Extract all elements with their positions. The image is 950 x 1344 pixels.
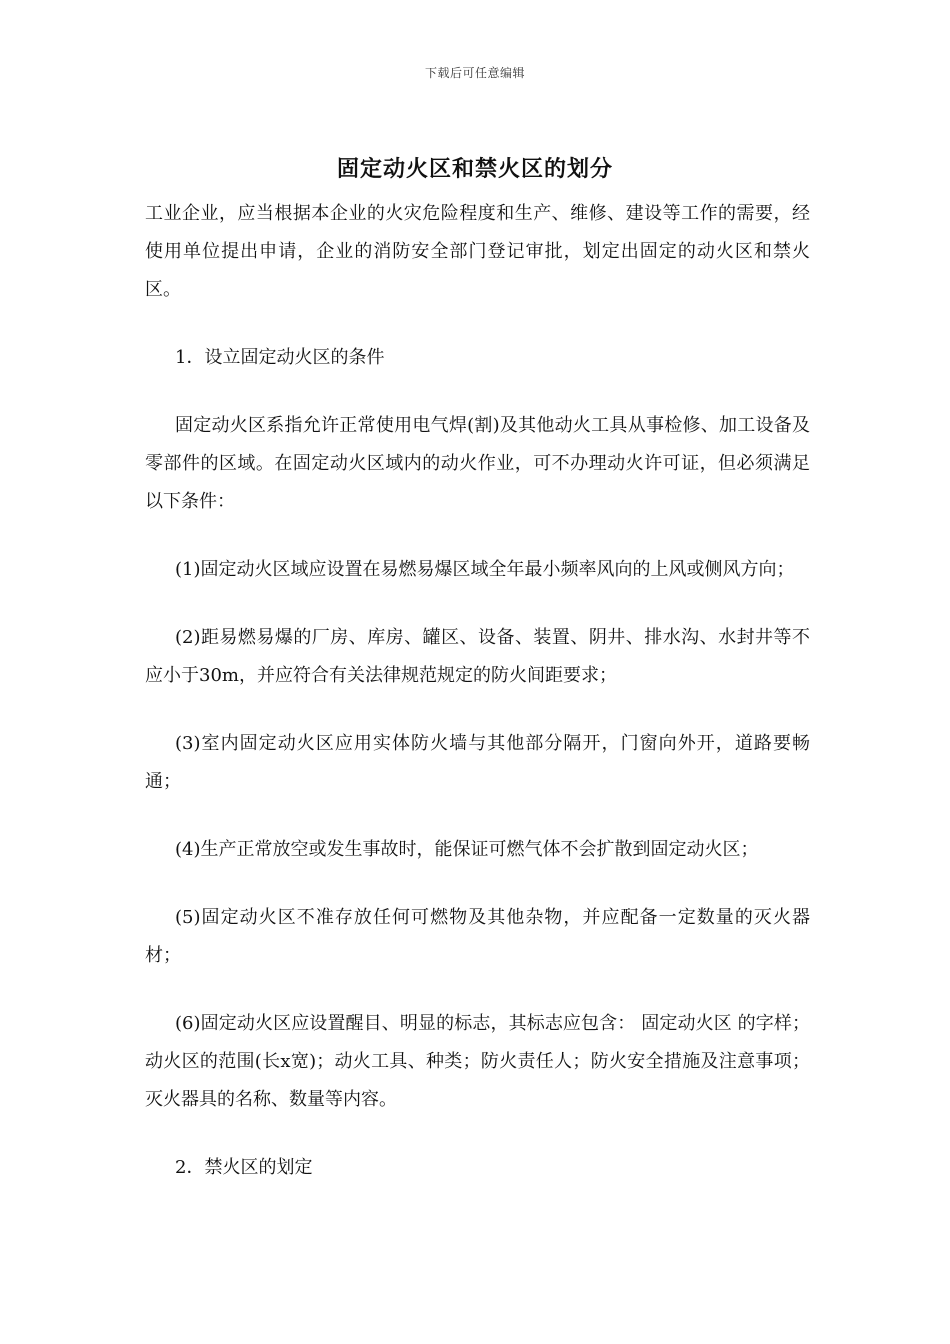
condition-item-3: (3)室内固定动火区应用实体防火墙与其他部分隔开，门窗向外开，道路要畅通； [145,733,810,792]
section-heading-1: 1．设立固定动火区的条件 [175,347,385,368]
condition-item-1: (1)固定动火区域应设置在易燃易爆区域全年最小频率风向的上风或侧风方向； [175,559,795,580]
condition-item-6: (6)固定动火区应设置醒目、明显的标志，其标志应包含： 固定动火区 的字样；动火区的范围(长x宽)；动火工具、种类；防火责任人；防火安全措施及注意事项；灭火器具的名称、数量等内容。 [145,1013,810,1110]
header-note: 下载后可任意编辑 [424,66,525,80]
definition-paragraph: 固定动火区系指允许正常使用电气焊(割)及其他动火工具从事检修、加工设备及零部件的区域。在固定动火区域内的动火作业，可不办理动火许可证，但必须满足以下条件： [145,415,810,512]
document-body [145,195,810,1187]
document-title: 固定动火区和禁火区的划分 [336,156,613,182]
condition-item-5: (5)固定动火区不准存放任何可燃物及其他杂物，并应配备一定数量的灭火器材； [145,907,810,966]
condition-item-2: (2)距易燃易爆的厂房、库房、罐区、设备、装置、阴井、排水沟、水封井等不应小于30m，并应符合有关法律规范规定的防火间距要求； [145,627,810,686]
intro-paragraph: 工业企业，应当根据本企业的火灾危险程度和生产、维修、建设等工作的需要，经使用单位提出申请，企业的消防安全部门登记审批，划定出固定的动火区和禁火区。 [145,203,810,300]
condition-item-4: (4)生产正常放空或发生事故时，能保证可燃气体不会扩散到固定动火区； [175,839,759,860]
section-heading-2: 2．禁火区的划定 [175,1157,313,1178]
